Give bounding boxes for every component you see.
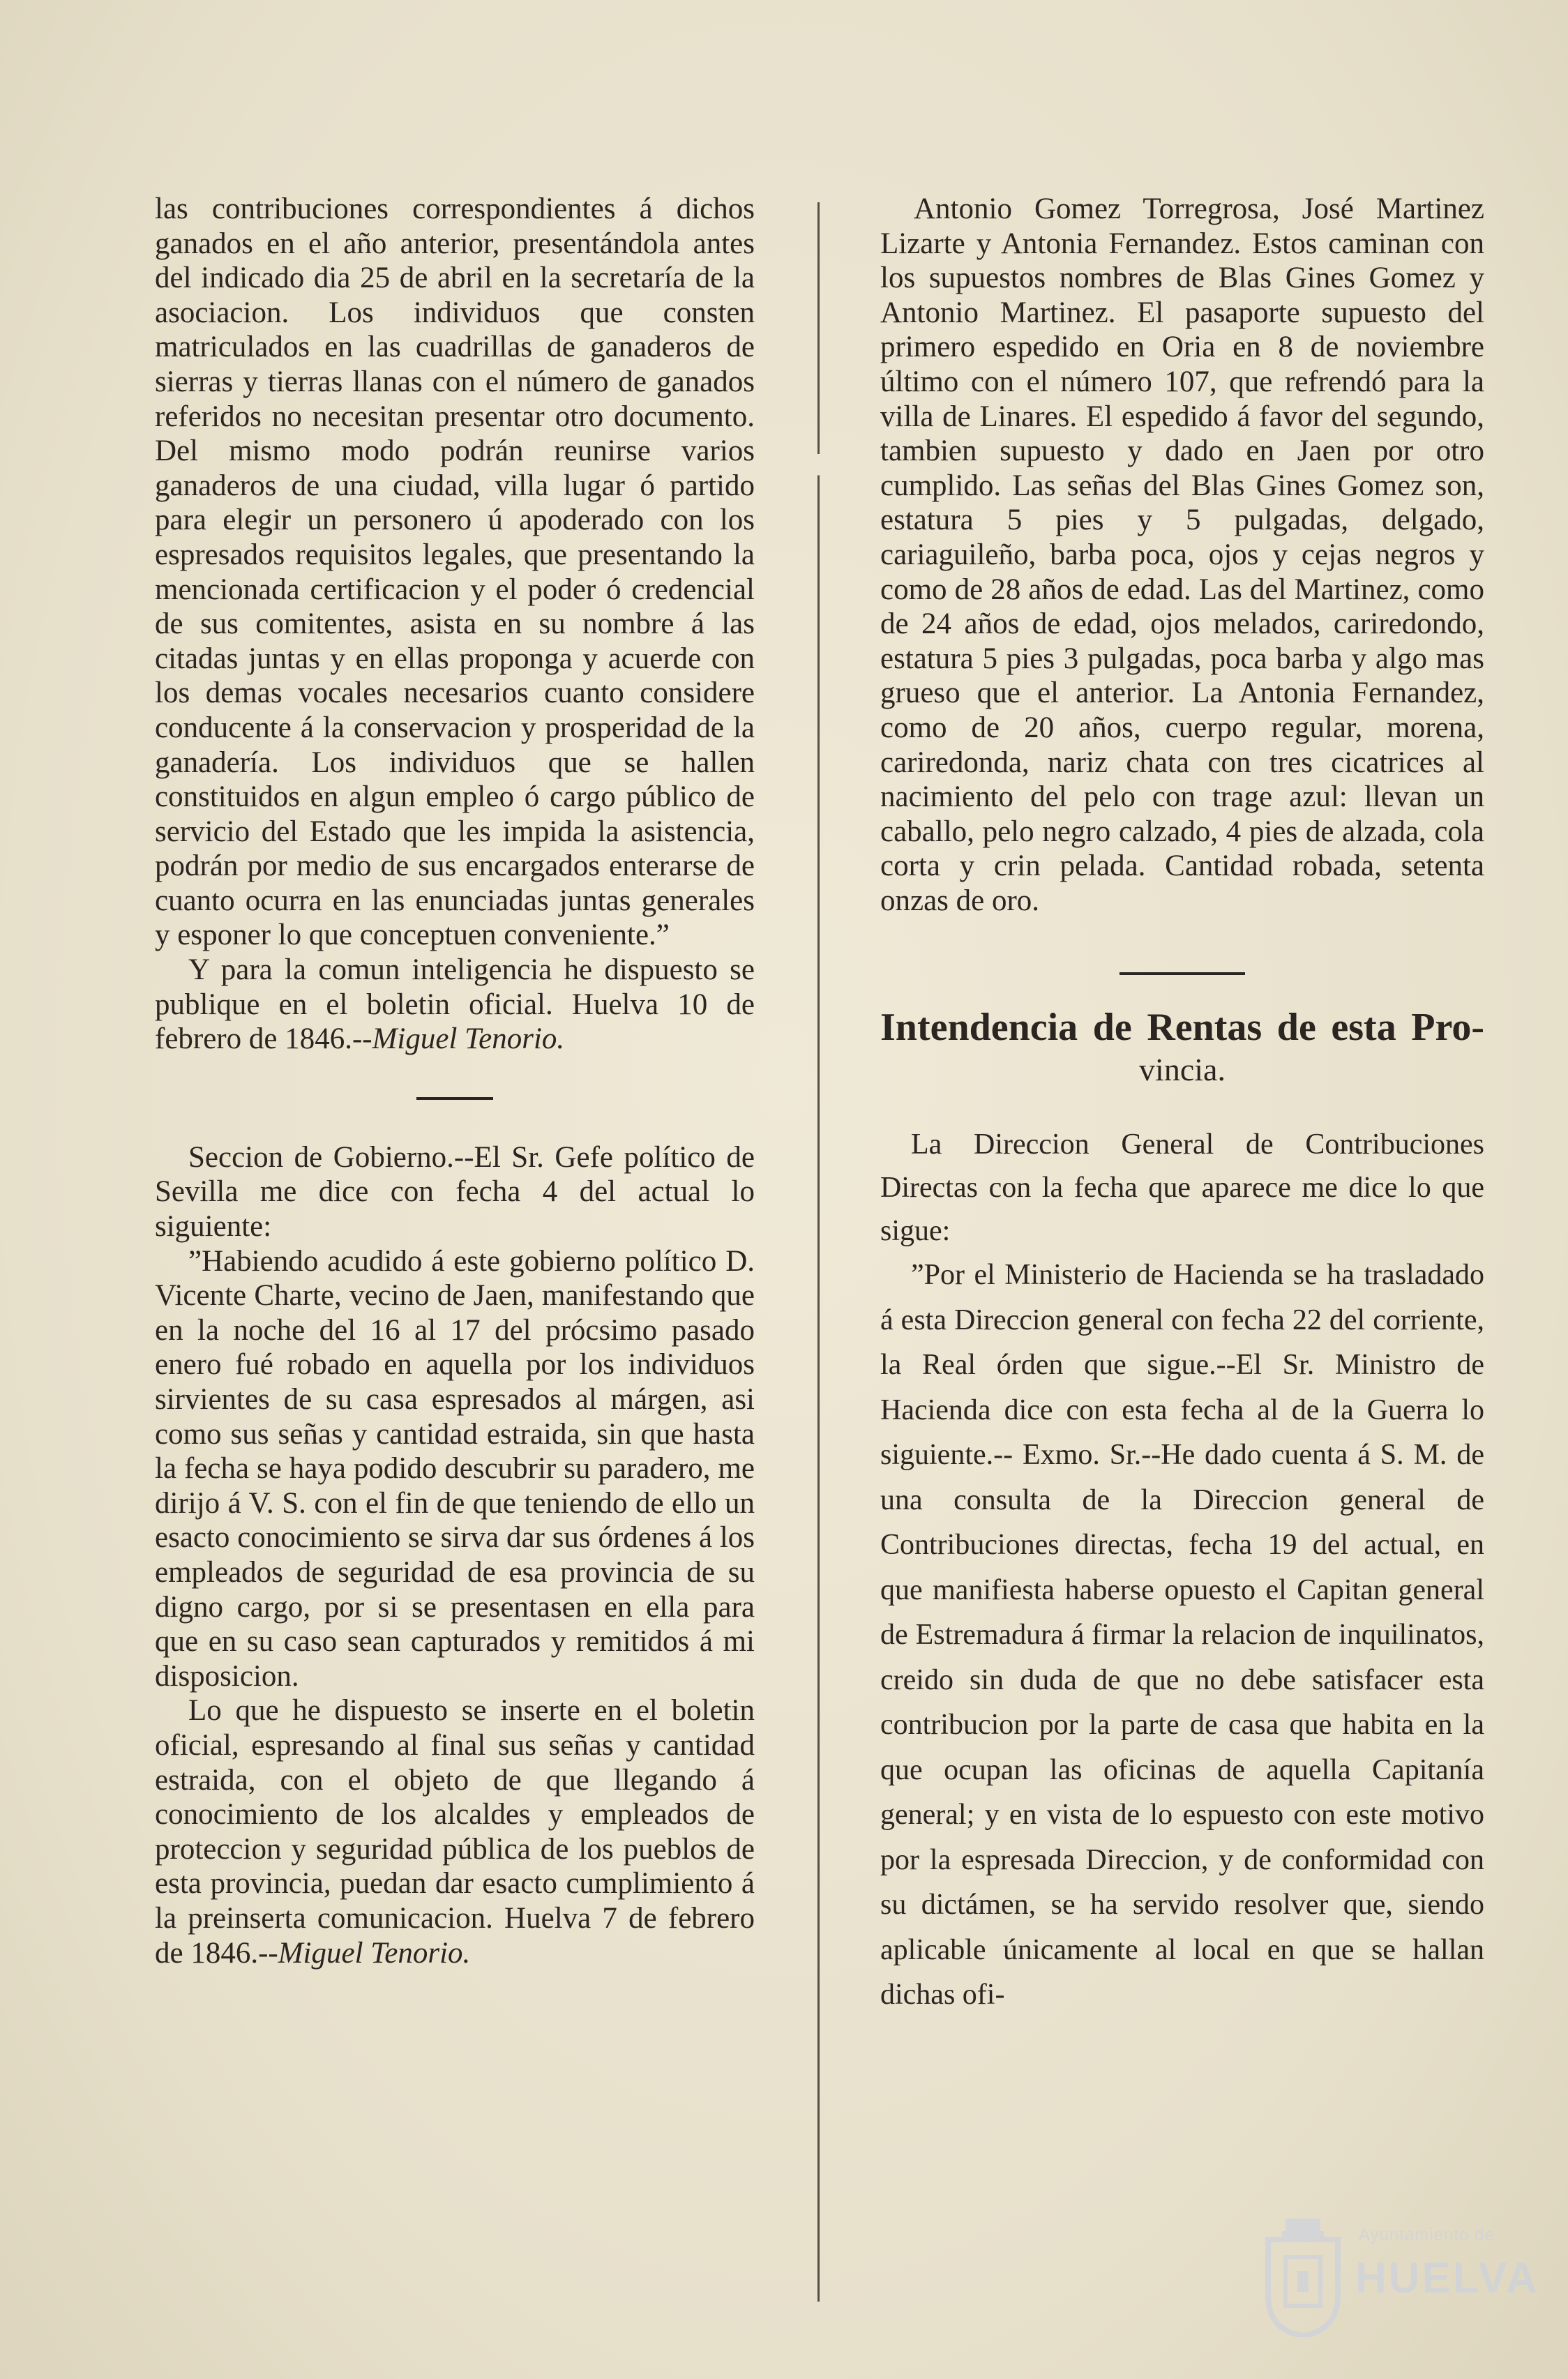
column-divider	[817, 202, 820, 2302]
closing-text-2: Lo que he dispuesto se inserte en el boletin oficial, espresando al final sus señas y cantidad estraida, con el objeto de que llegando á conocimiento de los alcaldes y empleados de proteccion y seguridad pública de los pueblos de esta provincia, puedan dar esacto cumplimiento á la preinserta comunicacion. Huelva 7 de febrero de 1846.--	[155, 1694, 755, 1970]
margin-note-description: Antonio Gomez Torregrosa, José Martinez Lizarte y Antonia Fernandez. Estos caminan con los supuestos nombres de Blas Gines Gomez y Antonio Martinez. El pasaporte supuesto del primero espedido en Oria en 8 de noviembre último con el número 107, que refrendó para la villa de Linares. El espedido á favor del segundo, tambien supuesto y dado en Jaen por otro cumplido. Las señas del Blas Gines Gomez son, estatura 5 pies y 5 pulgadas, delgado, cariaguileño, barba poca, ojos y cejas negros y como de 28 años de edad. Las del Martinez, como de 24 años de edad, ojos melados, cariredondo, estatura 5 pies 3 pulgadas, poca barba y algo mas grueso que el anterior. La Antonia Fernandez, como de 20 años, cuerpo regular, morena, cariredonda, nariz chata con tres cicatrices al nacimiento del pelo con trage azul: llevan un caballo, pelo negro calzado, 4 pies de alzada, cola corta y crin pelada. Cantidad robada, setenta onzas de oro.	[880, 192, 1484, 917]
closing-paragraph-2	[155, 1693, 755, 1970]
coat-of-arms-icon	[1261, 2219, 1345, 2337]
right-column	[880, 192, 1484, 2018]
closing-text-1: Y para la comun inteligencia he dispuesto se publique en el boletin oficial. Huelva 10 de febrero de 1846.--	[155, 953, 755, 1056]
watermark-small-text: Ayuntamiento de	[1359, 2226, 1495, 2244]
gobierno-intro: Seccion de Gobierno.--El Sr. Gefe político de Sevilla me dice con fecha 4 del actual lo siguiente:	[155, 1140, 755, 1244]
huelva-watermark	[1261, 2212, 1539, 2351]
signature-1: Miguel Tenorio.	[372, 1022, 565, 1056]
left-column	[155, 192, 755, 1970]
watermark-big-text: HUELVA	[1355, 2254, 1539, 2302]
intendencia-body: ”Por el Ministerio de Hacienda se ha trasladado á esta Direccion general con fecha 22 del corriente, la Real órden que sigue.--El Sr. Ministro de Hacienda dice con esta fecha al de la Guerra lo siguiente.-- Exmo. Sr.--He dado cuenta á S. M. de una consulta de la Direccion general de Contribuciones directas, fecha 19 del actual, en que manifiesta haberse opuesto el Capitan general de Estremadura á firmar la relacion de inquilinatos, creido sin duda de que no debe satisfacer esta contribucion por la parte de casa que habita en la que ocupan las oficinas de aquella Capitanía general; y en vista de lo espuesto con este motivo por la espresada Direccion, y de conformidad con su dictámen, se ha servido resolver que, siendo aplicable únicamente al local en que se hallan dichas ofi-	[880, 1259, 1484, 2011]
section-title	[880, 1003, 1484, 1088]
section-title-line-1: Intendencia de Rentas de esta Pro-	[880, 1006, 1484, 1050]
paragraph-contribuciones: las contribuciones correspondientes á dichos ganados en el año anterior, presentándola antes del indicado dia 25 de abril en la secretaría de la asociacion. Los individuos que consten matriculados en las cuadrillas de ganaderos de sierras y tierras llanas con el número de ganados referidos no necesitan presentar otro documento. Del mismo modo podrán reunirse varios ganaderos de una ciudad, villa lugar ó partido para elegir un personero ú apoderado con los espresados requisitos legales, que presentando la mencionada certificacion y el poder ó credencial de sus comitentes, asista en su nombre á las citadas juntas y en ellas proponga y acuerde con los demas vocales necesarios cuanto considere conducente á la conservacion y prosperidad de la ganadería. Los individuos que se hallen constituidos en algun empleo ó cargo público de servicio del Estado que les impida la asistencia, podrán por medio de sus encargados enterarse de cuanto ocurra en las enunciadas juntas generales y esponer lo que conceptuen conveniente.”	[155, 192, 755, 952]
intendencia-intro: La Direccion General de Contribuciones Directas con la fecha que aparece me dice lo que sigue:	[880, 1128, 1484, 1248]
section-title-line-2: vincia.	[1139, 1052, 1226, 1088]
signature-2: Miguel Tenorio.	[278, 1936, 471, 1970]
gobierno-quote: ”Habiendo acudido á este gobierno político D. Vicente Charte, vecino de Jaen, manifestando que en la noche del 16 al 17 del prócsimo pasado enero fué robado en aquella por los individuos sirvientes de su casa espresados al márgen, asi como sus señas y cantidad estraida, sin que hasta la fecha se haya podido descubrir su paradero, me dirijo á V. S. con el fin de que teniendo de ello un esacto conocimiento se sirva dar sus órdenes á los empleados de seguridad de esa provincia de su digno cargo, por si se presentasen en ella para que en su caso sean capturados y remitidos á mi disposicion.	[155, 1244, 755, 1693]
closing-paragraph-1	[155, 953, 755, 1057]
